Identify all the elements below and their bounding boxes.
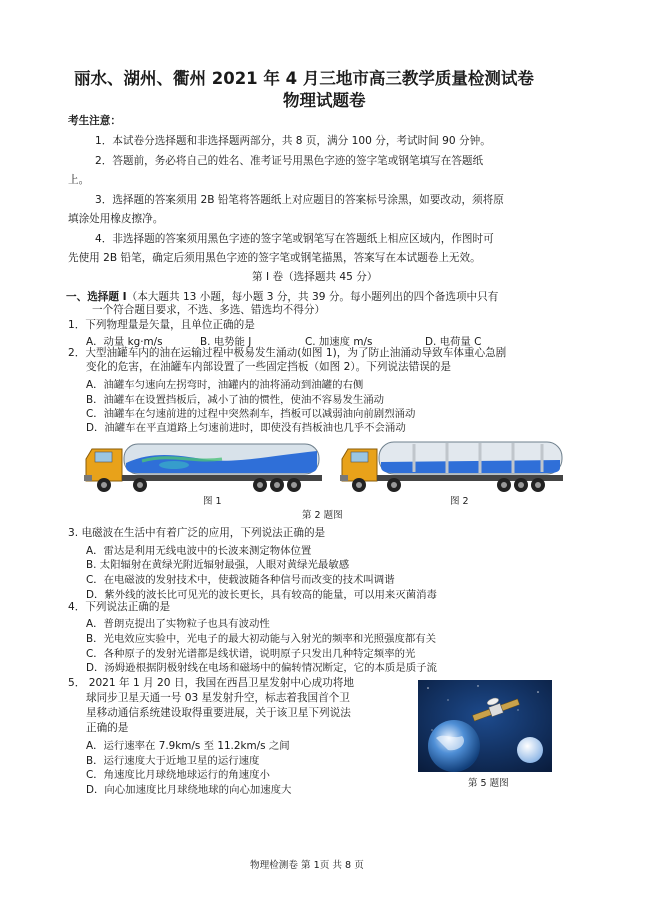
q3-option-a: A．雷达是利用无线电波中的长波来测定物体位置 [86, 545, 312, 557]
q5-stem-cont: 球同步卫星天通一号 03 星发射升空，标志着我国首个卫 [86, 692, 350, 704]
q2-option-b: B．油罐车在设置挡板后，减小了油的惯性，使油不容易发生涌动 [86, 394, 385, 406]
oil-tanker-figure-2 [339, 437, 567, 497]
notice-item: 上。 [68, 174, 90, 186]
q3-stem: 3. 电磁波在生活中有着广泛的应用，下列说法正确的是 [68, 527, 326, 539]
q1-option-c: C. 加速度 m/s [305, 336, 373, 348]
q5-option-d: D．向心加速度比月球绕地球的向心加速度大 [86, 784, 292, 796]
figure-1-label: 图 1 [203, 496, 222, 507]
q4-option-c: C．各种原子的发射光谱都是线状谱，说明原子只发出几种特定频率的光 [86, 648, 416, 660]
part-heading-bold: 选择题 I [87, 291, 127, 303]
notice-heading: 考生注意： [68, 115, 121, 127]
notice-item: 4．非选择题的答案须用黑色字迹的签字笔或钢笔写在答题纸上相应区域内，作图时可 [95, 233, 494, 245]
q3-option-d: D．紫外线的波长比可见光的波长更长，具有较高的能量，可以用来灭菌消毒 [86, 589, 437, 601]
q5-option-b: B．运行速度大于近地卫星的运行速度 [86, 755, 260, 767]
satellite-earth-illustration [418, 680, 552, 772]
q2-stem-cont: 变化的危害，在油罐车内部设置了一些固定挡板（如图 2）。下列说法错误的是 [86, 361, 451, 373]
notice-item: 3．选择题的答案须用 2B 铅笔将答题纸上对应题目的答案标号涂黑，如要改动，须将原 [95, 194, 504, 206]
q4-option-d: D．汤姆逊根据阴极射线在电场和磁场中的偏转情况断定，它的本质是质子流 [86, 662, 437, 674]
q3-option-c: C．在电磁波的发射技术中，使载波随各种信号而改变的技术叫调谐 [86, 574, 395, 586]
q3-option-b: B. 太阳辐射在黄绿光附近辐射最强，人眼对黄绿光最敏感 [86, 559, 350, 571]
q5-figure-caption: 第 5 题图 [468, 778, 509, 789]
q5-option-a: A．运行速率在 7.9km/s 至 11.2km/s 之间 [86, 740, 290, 752]
section-title: 第 I 卷（选择题共 45 分） [252, 271, 378, 283]
q4-option-a: A．普朗克提出了实物粒子也具有波动性 [86, 618, 270, 630]
q1-option-a: A．动量 kg·m/s [86, 336, 163, 348]
part-heading-prefix: 一、 [66, 291, 88, 303]
page-title: 丽水、湖州、衢州 2021 年 4 月三地市高三教学质量检测试卷 [74, 69, 534, 88]
q1-stem: 1．下列物理量是矢量，且单位正确的是 [68, 319, 255, 331]
q1-option-b: B. 电势能 J [200, 336, 252, 348]
part-heading-line2: 一个符合题目要求，不选、多选、错选均不得分） [92, 304, 326, 316]
oil-tanker-illustration [82, 437, 325, 497]
q5-stem: 5． 2021 年 1 月 20 日，我国在西昌卫星发射中心成功将地 [68, 677, 354, 689]
notice-item: 1．本试卷分选择题和非选择题两部分，共 8 页，满分 100 分，考试时间 90 分钟。 [95, 135, 491, 147]
q2-option-c: C．油罐车在匀速前进的过程中突然刹车，挡板可以减弱油向前剧烈涌动 [86, 408, 416, 420]
q2-figure-caption: 第 2 题图 [302, 510, 343, 521]
q5-option-c: C．角速度比月球绕地球运行的角速度小 [86, 769, 270, 781]
notice-item: 先使用 2B 铅笔，确定后须用黑色字迹的签字笔或钢笔描黑，答案写在本试题卷上无效。 [68, 252, 481, 264]
oil-tanker-figure-1 [82, 437, 325, 497]
page-subtitle: 物理试题卷 [283, 91, 366, 110]
notice-item: 填涂处用橡皮擦净。 [68, 213, 164, 225]
oil-tanker-baffles-illustration [339, 437, 567, 497]
figure-2-label: 图 2 [450, 496, 469, 507]
notice-item: 2．答题前，务必将自己的姓名、准考证号用黑色字迹的签字笔或钢笔填写在答题纸 [95, 155, 484, 167]
q2-option-a: A．油罐车匀速向左拐弯时，油罐内的油将涌动到油罐的右侧 [86, 379, 364, 391]
q2-stem: 2．大型油罐车内的油在运输过程中极易发生涌动(如图 1)，为了防止油涌动导致车体重心急剧 [68, 347, 507, 359]
q4-option-b: B．光电效应实验中，光电子的最大初动能与入射光的频率和光照强度都有关 [86, 633, 437, 645]
satellite-earth-figure [418, 680, 552, 772]
page-footer: 物理检测卷 第 1页 共 8 页 [250, 860, 364, 871]
q2-option-d: D．油罐车在平直道路上匀速前进时，即使没有挡板油也几乎不会涌动 [86, 422, 406, 434]
q4-stem: 4．下列说法正确的是 [68, 601, 171, 613]
q5-stem-cont: 星移动通信系统建设取得重要进展，关于该卫星下列说法 [86, 707, 351, 719]
q1-option-d: D. 电荷量 C [425, 336, 482, 348]
part-heading-rest: （本大题共 13 小题，每小题 3 分，共 39 分。每小题列出的四个备选项中只有 [126, 291, 499, 303]
q5-stem-cont: 正确的是 [86, 722, 129, 734]
